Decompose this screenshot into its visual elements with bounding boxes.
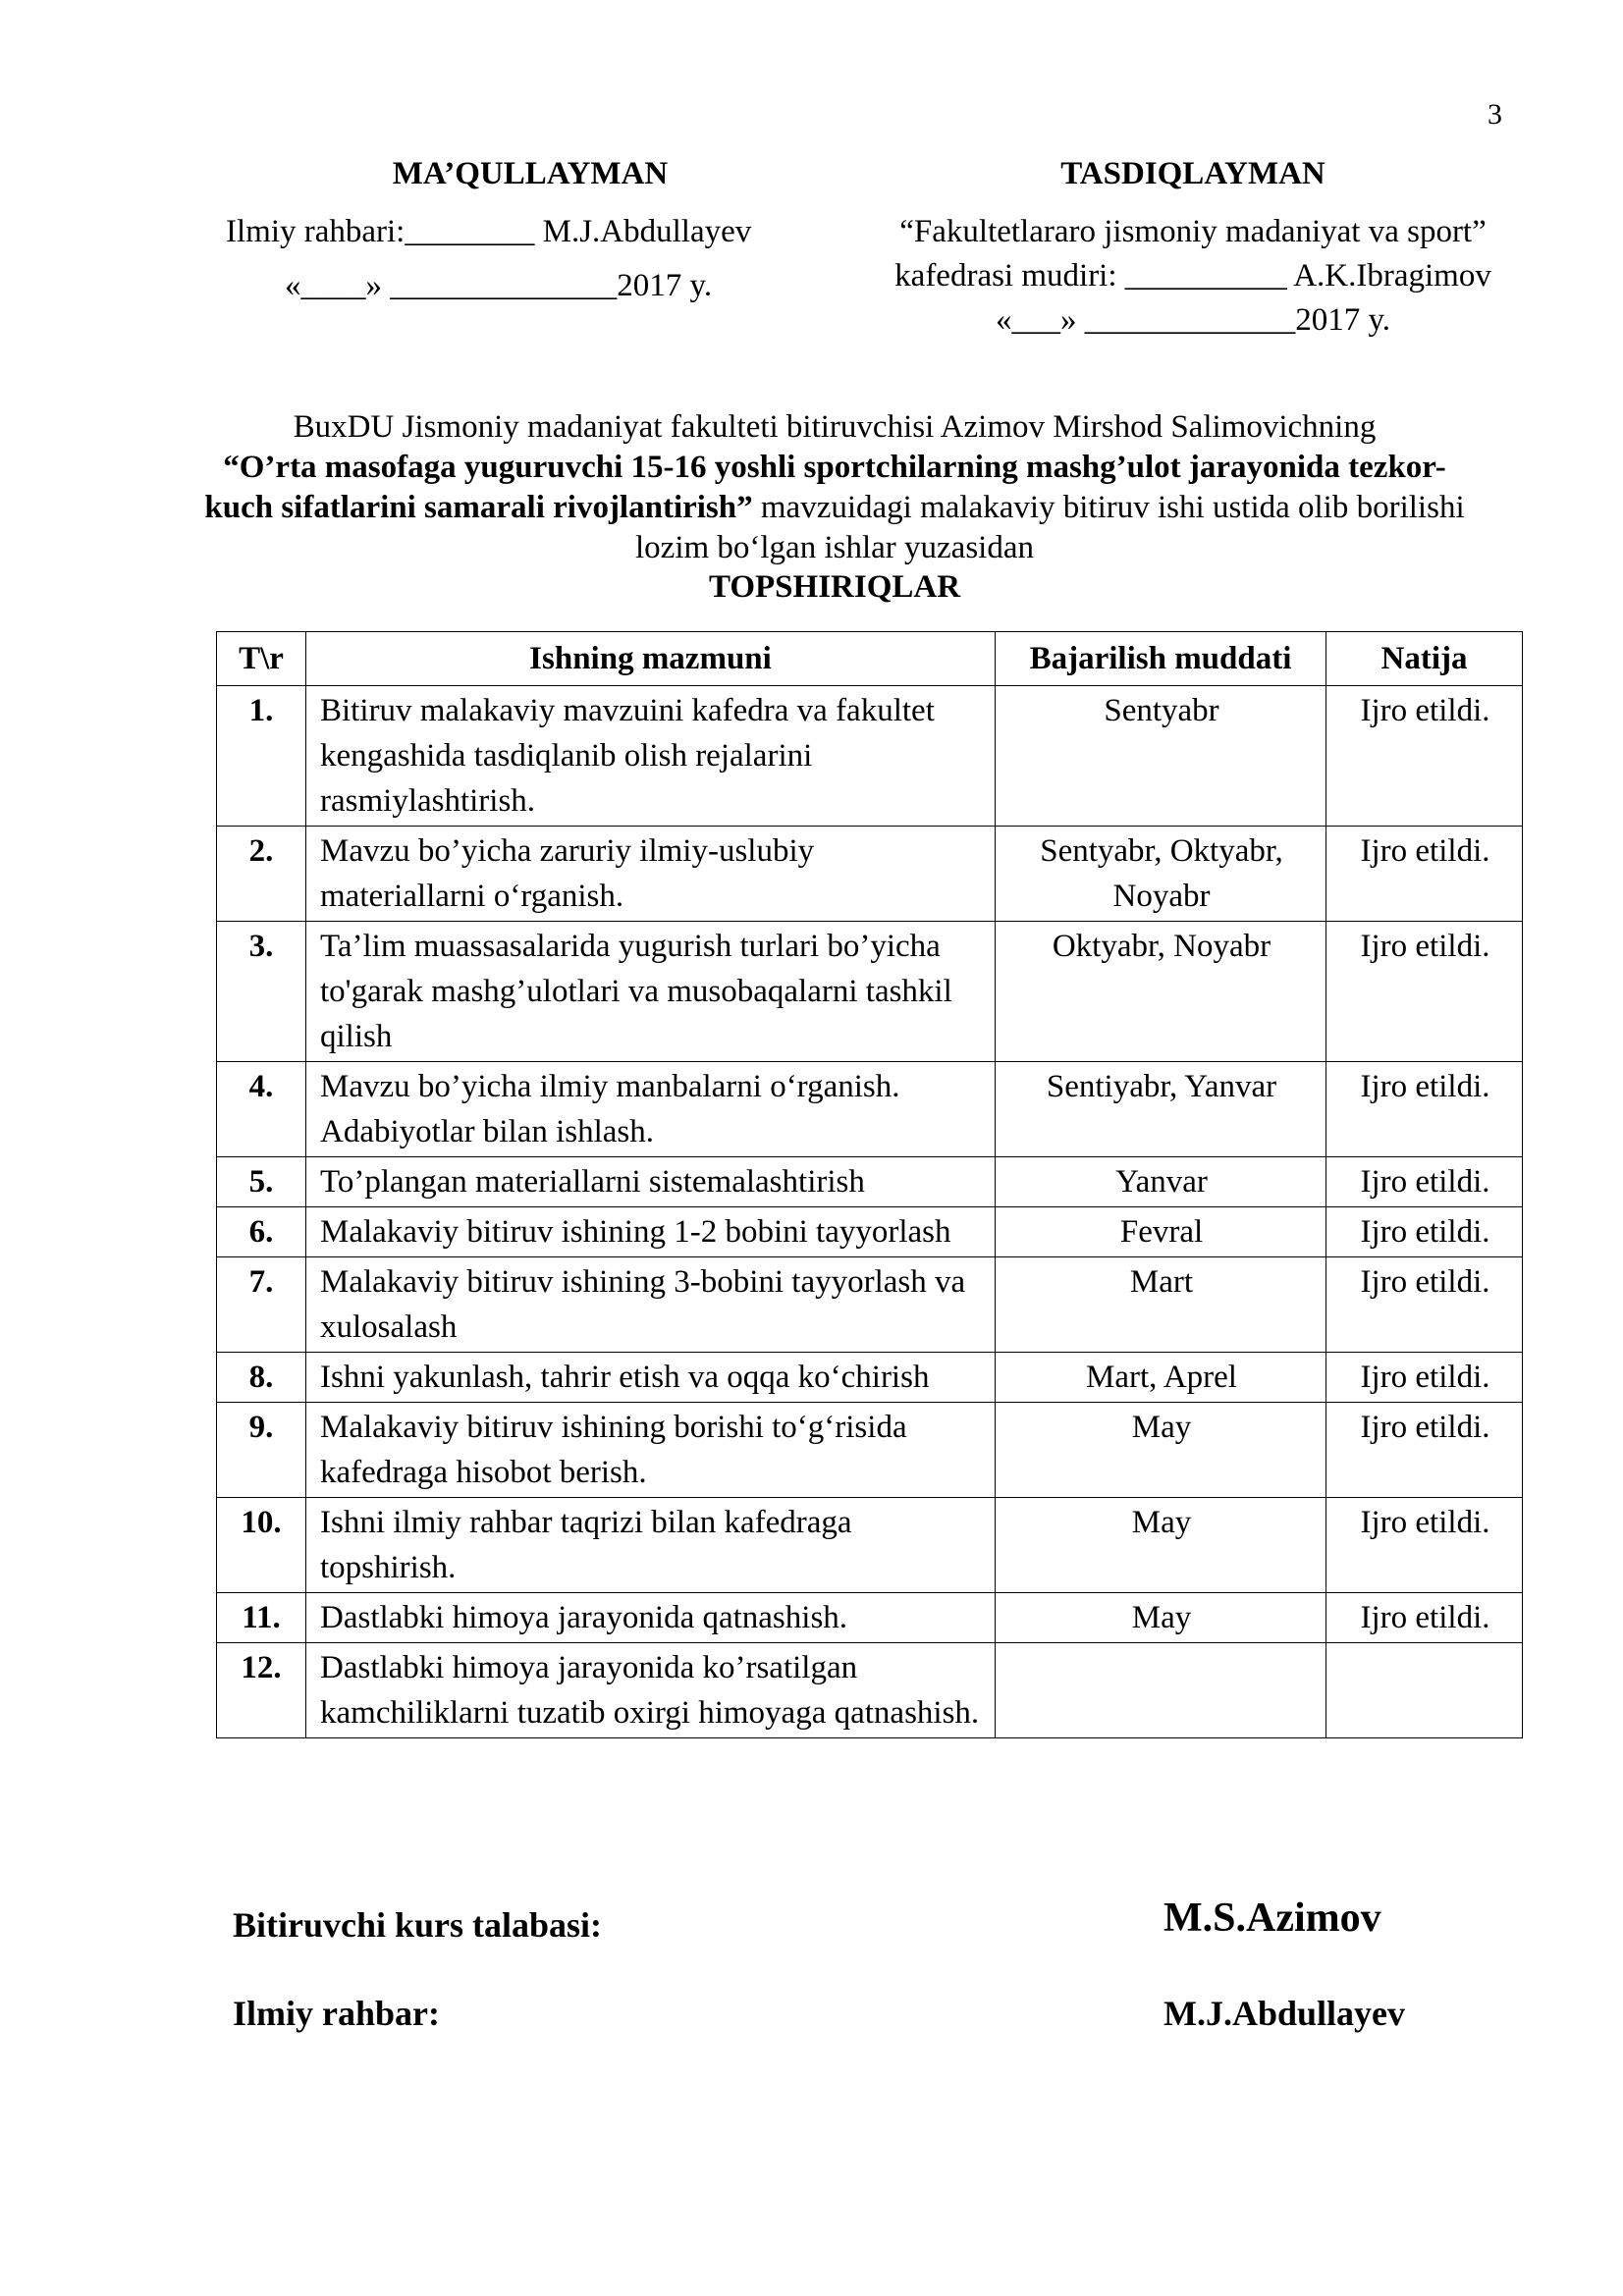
approval-right-department-line: “Fakultetlararo jismoniy madaniyat va sport” <box>899 214 1487 249</box>
row-deadline: Yanvar <box>996 1157 1326 1207</box>
row-number: 2. <box>217 827 306 922</box>
table-header-row <box>217 632 1523 686</box>
row-deadline: May <box>996 1593 1326 1643</box>
row-content: Ishni yakunlash, tahrir etish va oqqa ko‘chirish <box>306 1353 996 1403</box>
table-row <box>217 1257 1523 1353</box>
approval-left-title: MA’QULLAYMAN <box>392 156 669 191</box>
row-content: Malakaviy bitiruv ishining 1-2 bobini tayyorlash <box>306 1207 996 1257</box>
row-result: Ijro etildi. <box>1326 1403 1523 1498</box>
approval-left-block <box>226 152 835 308</box>
approval-left-advisor-line: Ilmiy rahbari:________ M.J.Abdullayev <box>226 214 752 249</box>
table-row <box>217 1157 1523 1207</box>
row-deadline: Sentyabr <box>996 686 1326 827</box>
row-result: Ijro etildi. <box>1326 1157 1523 1207</box>
row-content: Bitiruv malakaviy mavzuini kafedra va fakultet kengashida tasdiqlanib olish rejalarini rasmiylashtirish. <box>306 686 996 827</box>
table-row <box>217 922 1523 1062</box>
approval-right-date-line: «___» _____________2017 y. <box>995 302 1391 338</box>
row-result: Ijro etildi. <box>1326 1593 1523 1643</box>
approval-right-head-line: kafedrasi mudiri: __________ A.K.Ibragimov <box>894 258 1491 294</box>
row-deadline: Oktyabr, Noyabr <box>996 922 1326 1062</box>
row-number: 7. <box>217 1257 306 1353</box>
row-number: 1. <box>217 686 306 827</box>
row-content: Malakaviy bitiruv ishining 3-bobini tayyorlash va xulosalash <box>306 1257 996 1353</box>
intro-paragraph <box>196 407 1473 568</box>
table-row <box>217 1207 1523 1257</box>
row-content: Dastlabki himoya jarayonida qatnashish. <box>306 1593 996 1643</box>
row-deadline: May <box>996 1498 1326 1593</box>
row-content: Ta’lim muassasalarida yugurish turlari bo’yicha to'garak mashg’ulotlari va musobaqalarni tashkil qilish <box>306 922 996 1062</box>
table-row <box>217 1643 1523 1738</box>
intro-topic-rest: mavzuidagi malakaviy bitiruv ishi ustida olib borilishi lozim bo‘lgan ishlar yuzasidan <box>635 490 1465 565</box>
row-number: 4. <box>217 1062 306 1157</box>
advisor-label: Ilmiy rahbar: <box>233 1994 440 2033</box>
row-result: Ijro etildi. <box>1326 1062 1523 1157</box>
row-number: 8. <box>217 1353 306 1403</box>
row-result: Ijro etildi. <box>1326 827 1523 922</box>
row-number: 10. <box>217 1498 306 1593</box>
row-deadline: Fevral <box>996 1207 1326 1257</box>
approval-right-block <box>839 152 1546 343</box>
table-row <box>217 1062 1523 1157</box>
intro-topic-title: “O’rta masofaga yuguruvchi 15-16 yoshli sportchilarning mashg’ulot jarayonida tezkor-kuch sifatlarini samarali rivojlantirish” <box>204 450 1446 525</box>
row-result <box>1326 1643 1523 1738</box>
table-row <box>217 1353 1523 1403</box>
row-result: Ijro etildi. <box>1326 1257 1523 1353</box>
row-deadline: Sentyabr, Oktyabr, Noyabr <box>996 827 1326 922</box>
row-result: Ijro etildi. <box>1326 922 1523 1062</box>
row-result: Ijro etildi. <box>1326 1207 1523 1257</box>
student-name: M.S.Azimov <box>1163 1896 1381 1941</box>
row-number: 9. <box>217 1403 306 1498</box>
row-deadline <box>996 1643 1326 1738</box>
row-deadline: May <box>996 1403 1326 1498</box>
row-number: 12. <box>217 1643 306 1738</box>
table-row <box>217 1593 1523 1643</box>
col-header-result: Natija <box>1326 632 1523 686</box>
approval-left-date-line: «____» ______________2017 y. <box>285 268 713 303</box>
approval-right-title: TASDIQLAYMAN <box>1060 156 1325 191</box>
row-deadline: Mart <box>996 1257 1326 1353</box>
tasks-table <box>216 631 1523 1738</box>
row-content: Malakaviy bitiruv ishining borishi to‘g‘risida kafedraga hisobot berish. <box>306 1403 996 1498</box>
row-content: Mavzu bo’yicha zaruriy ilmiy-uslubiy materiallarni o‘rganish. <box>306 827 996 922</box>
row-content: To’plangan materiallarni sistemalashtirish <box>306 1157 996 1207</box>
intro-line: BuxDU Jismoniy madaniyat fakulteti bitiruvchisi Azimov Mirshod Salimovichning <box>293 409 1377 445</box>
col-header-number: T\r <box>217 632 306 686</box>
row-number: 5. <box>217 1157 306 1207</box>
student-label: Bitiruvchi kurs talabasi: <box>233 1905 603 1945</box>
row-content: Dastlabki himoya jarayonida ko’rsatilgan kamchiliklarni tuzatib oxirgi himoyaga qatnashish. <box>306 1643 996 1738</box>
row-number: 11. <box>217 1593 306 1643</box>
row-number: 3. <box>217 922 306 1062</box>
row-result: Ijro etildi. <box>1326 686 1523 827</box>
row-content: Mavzu bo’yicha ilmiy manbalarni o‘rganish. Adabiyotlar bilan ishlash. <box>306 1062 996 1157</box>
row-result: Ijro etildi. <box>1326 1498 1523 1593</box>
col-header-deadline: Bajarilish muddati <box>996 632 1326 686</box>
row-number: 6. <box>217 1207 306 1257</box>
row-deadline: Sentiyabr, Yanvar <box>996 1062 1326 1157</box>
row-deadline: Mart, Aprel <box>996 1353 1326 1403</box>
table-row <box>217 827 1523 922</box>
document-heading: TOPSHIRIQLAR <box>708 569 961 605</box>
advisor-name: M.J.Abdullayev <box>1163 1994 1406 2033</box>
page-number: 3 <box>1488 98 1502 131</box>
row-content: Ishni ilmiy rahbar taqrizi bilan kafedraga topshirish. <box>306 1498 996 1593</box>
table-row <box>217 686 1523 827</box>
intro-topic <box>196 448 1473 568</box>
col-header-content: Ishning mazmuni <box>306 632 996 686</box>
row-result: Ijro etildi. <box>1326 1353 1523 1403</box>
table-row <box>217 1403 1523 1498</box>
table-row <box>217 1498 1523 1593</box>
